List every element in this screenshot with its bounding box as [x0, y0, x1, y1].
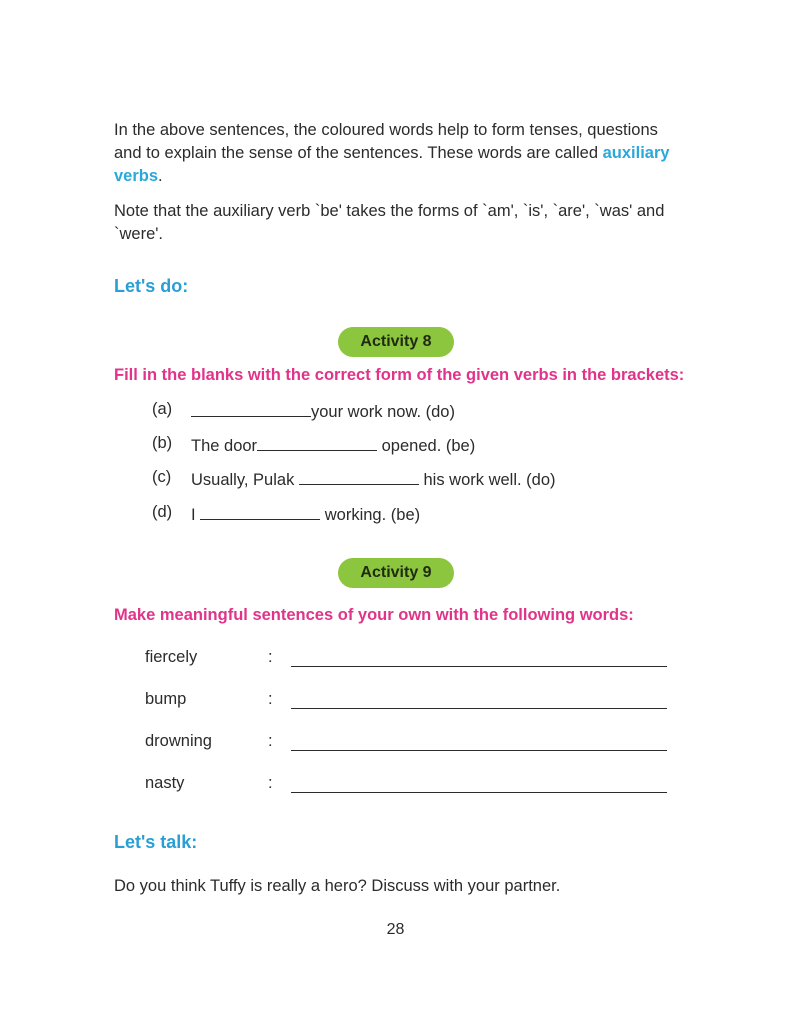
colon-separator: : — [268, 690, 273, 708]
exercise-label: (a) — [152, 400, 173, 418]
fill-blank — [191, 400, 311, 417]
discussion-question: Do you think Tuffy is really a hero? Discuss with your partner. — [114, 877, 561, 895]
intro-period: . — [158, 167, 163, 185]
activity-8-badge: Activity 8 — [338, 327, 454, 357]
page-number: 28 — [386, 921, 405, 938]
note-paragraph: Note that the auxiliary verb `be' takes the forms of `am', `is', `are', `was' and `were'. — [114, 202, 665, 243]
colon-separator: : — [268, 648, 273, 666]
exercise-sentence — [191, 400, 455, 422]
vocab-word: drowning — [145, 732, 212, 750]
word-row — [145, 690, 675, 714]
answer-line — [291, 792, 667, 793]
exercise-sentence — [191, 434, 475, 456]
sentence-end: working. (be) — [320, 506, 421, 524]
intro-text: In the above sentences, the coloured words help to form tenses, questions and to explain the sense of the sentences. These words are called — [114, 121, 658, 162]
exercise-sentence — [191, 468, 556, 490]
lets-talk-heading: Let's talk: — [114, 832, 198, 852]
exercise-label: (d) — [152, 503, 173, 521]
fill-blank — [200, 503, 320, 520]
fill-blank — [299, 468, 419, 485]
auxiliary-verbs-term: auxiliary verbs — [114, 144, 670, 185]
word-row — [145, 774, 675, 798]
sentence-end: your work now. (do) — [311, 403, 455, 421]
colon-separator: : — [268, 732, 273, 750]
intro-paragraph — [114, 119, 684, 188]
vocab-word: nasty — [145, 774, 185, 792]
answer-line — [291, 750, 667, 751]
activity-9-instruction: Make meaningful sentences of your own with the following words: — [114, 606, 634, 624]
sentence-start: I — [191, 506, 201, 524]
word-row — [145, 648, 675, 672]
exercise-sentence — [191, 503, 420, 525]
answer-line — [291, 708, 667, 709]
sentence-end: opened. (be) — [377, 437, 476, 455]
activity-8-instruction: Fill in the blanks with the correct form of the given verbs in the brackets: — [114, 366, 685, 384]
vocab-word: bump — [145, 690, 187, 708]
lets-do-heading: Let's do: — [114, 276, 189, 296]
exercise-label: (c) — [152, 468, 172, 486]
exercise-label: (b) — [152, 434, 173, 452]
vocab-word: fiercely — [145, 648, 198, 666]
answer-line — [291, 666, 667, 667]
fill-blank — [257, 434, 377, 451]
sentence-end: his work well. (do) — [418, 471, 556, 489]
activity-9-badge: Activity 9 — [338, 558, 454, 588]
word-row — [145, 732, 675, 756]
sentence-start: The door — [191, 437, 258, 455]
sentence-start: Usually, Pulak — [191, 471, 299, 489]
colon-separator: : — [268, 774, 273, 792]
